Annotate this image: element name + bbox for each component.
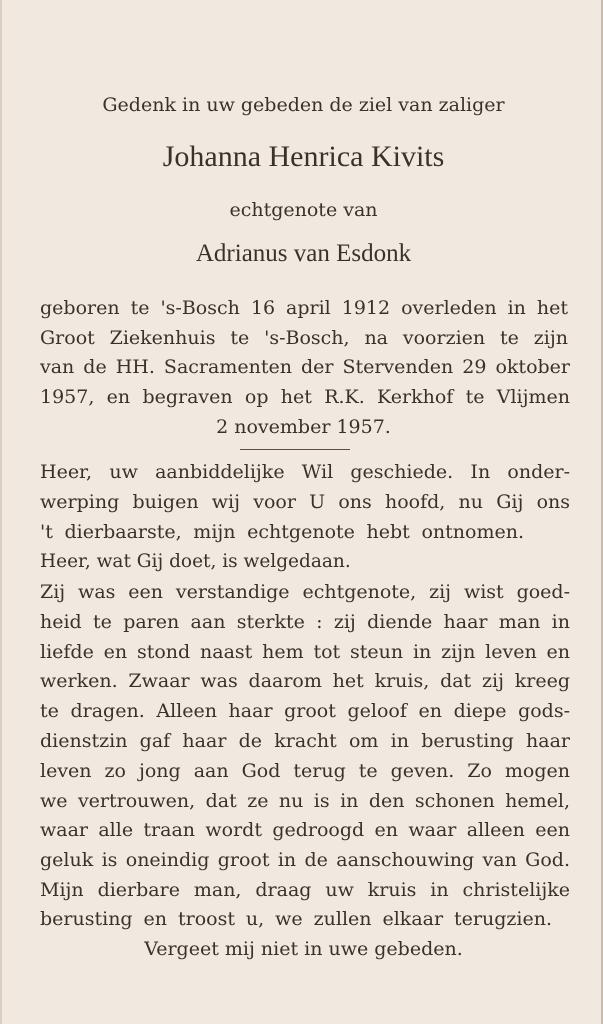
text-line: we vertrouwen, dat ze nu is in den schonen hemel, <box>40 790 570 812</box>
bio-line: van de HH. Sacramenten der Stervenden 29 oktober <box>40 356 570 378</box>
spouse-name: Adrianus van Esdonk <box>195 240 412 267</box>
text-line: heid te paren aan sterkte : zij diende haar man in <box>40 611 570 633</box>
deceased-name: Johanna Henrica Kivits <box>162 140 445 173</box>
text-line: werping buigen wij voor U ons hoofd, nu Gij ons <box>40 491 570 513</box>
intro-text: Gedenk in uw gebeden de ziel van zaliger <box>102 94 505 116</box>
text-line: Zij was een verstandige echtgenote, zij wist goed- <box>40 581 570 603</box>
bio-line: 1957, en begraven op het R.K. Kerkhof te Vlijmen <box>40 386 570 408</box>
text-line: Heer, wat Gij doet, is welgedaan. <box>40 551 351 572</box>
text-line: geluk is oneindig groot in de aanschouwing van God. <box>40 849 570 871</box>
text-line: waar alle traan wordt gedroogd en waar alleen een <box>40 819 570 841</box>
relation-text: echtgenote van <box>229 199 378 221</box>
bio-line: geboren te 's-Bosch 16 april 1912 overleden in het <box>40 297 568 319</box>
text-line: 't dierbaarste, mijn echtgenote hebt ontnomen. <box>40 521 524 543</box>
text-line: Mijn dierbare man, draag uw kruis in christelijke <box>40 879 570 901</box>
text-line: berusting en troost u, we zullen elkaar terugzien. <box>40 908 552 930</box>
text-line: Heer, uw aanbiddelijke Wil geschiede. In onder- <box>40 461 570 483</box>
text-line: werken. Zwaar was daarom het kruis, dat zij kreeg <box>40 670 570 692</box>
separator-rule <box>240 449 350 450</box>
bio-line: Groot Ziekenhuis te 's-Bosch, na voorzien te zijn <box>40 327 568 349</box>
bio-line: 2 november 1957. <box>216 416 391 438</box>
text-line: leven zo jong aan God terug te geven. Zo mogen <box>40 760 570 782</box>
text-line: Vergeet mij niet in uwe gebeden. <box>144 938 463 960</box>
text-line: liefde en stond naast hem tot steun in zijn leven en <box>40 641 570 663</box>
text-line: te dragen. Alleen haar groot geloof en diepe gods- <box>40 700 570 722</box>
text-line: dienstzin gaf haar de kracht om in berusting haar <box>40 730 570 752</box>
